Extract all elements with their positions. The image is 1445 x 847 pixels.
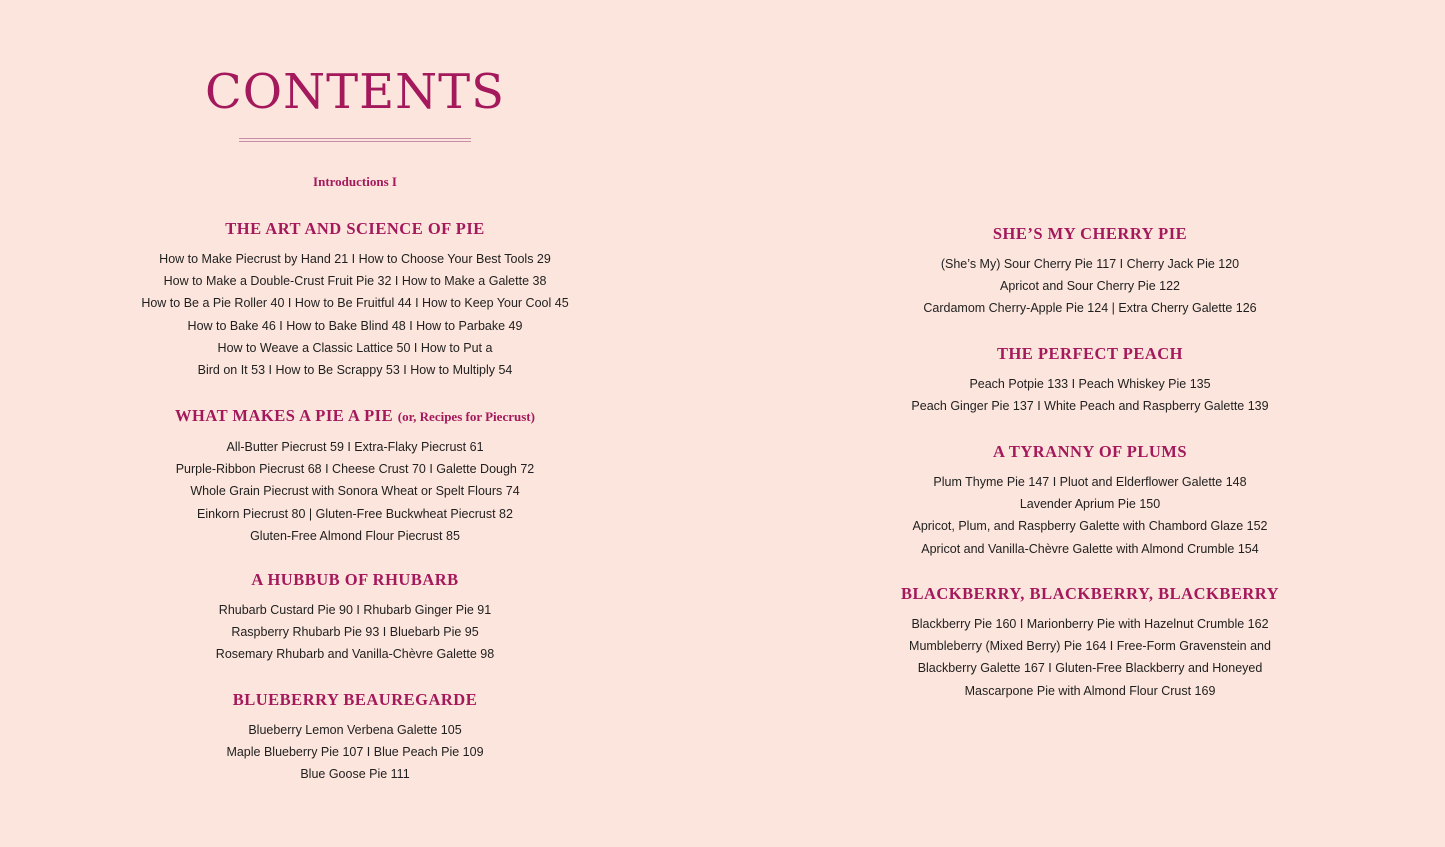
toc-entry-line: Mascarpone Pie with Almond Flour Crust 169	[964, 683, 1216, 698]
toc-entry-line: Rhubarb Custard Pie 90 I Rhubarb Ginger Pie 91	[218, 603, 492, 617]
toc-entry-line: Lavender Aprium Pie 150	[1019, 497, 1161, 512]
section-entries	[120, 599, 590, 666]
section-heading-text: BLUEBERRY BEAUREGARDE	[232, 690, 478, 709]
toc-entry-line: Whole Grain Piecrust with Sonora Wheat or Spelt Flours 74	[190, 484, 520, 499]
toc-section	[120, 689, 590, 786]
section-heading	[890, 223, 1290, 245]
toc-section	[890, 441, 1290, 560]
page-title: CONTENTS	[204, 64, 506, 120]
section-heading-text: WHAT MAKES A PIE A PIE	[175, 406, 394, 425]
section-heading	[120, 405, 590, 428]
toc-entry-line: Blackberry Galette 167 I Gluten-Free Blackberry and Honeyed	[917, 661, 1263, 676]
toc-entry-line: How to Make Piecrust by Hand 21 I How to Choose Your Best Tools 29	[159, 252, 551, 266]
toc-entry-line: Rosemary Rhubarb and Vanilla-Chèvre Galette 98	[215, 647, 495, 662]
toc-entry-line: Maple Blueberry Pie 107 I Blue Peach Pie 109	[226, 745, 484, 760]
toc-entry-line: (She’s My) Sour Cherry Pie 117 I Cherry Jack Pie 120	[940, 257, 1240, 271]
section-entries	[890, 613, 1290, 702]
toc-entry-line: How to Weave a Classic Lattice 50 I How to Put a	[217, 340, 493, 355]
introduction-entry: Introductions I	[313, 174, 397, 189]
section-heading-text: THE ART AND SCIENCE OF PIE	[225, 219, 485, 238]
section-heading-text: A TYRANNY OF PLUMS	[992, 442, 1188, 461]
toc-entry-line: Purple-Ribbon Piecrust 68 I Cheese Crust 70 I Galette Dough 72	[175, 462, 535, 477]
toc-entry-line: Gluten-Free Almond Flour Piecrust 85	[250, 528, 460, 543]
toc-entry-line: Blueberry Lemon Verbena Galette 105	[248, 723, 462, 737]
toc-entry-line: Plum Thyme Pie 147 I Pluot and Elderflower Galette 148	[933, 475, 1247, 489]
toc-entry-line: How to Bake 46 I How to Bake Blind 48 I How to Parbake 49	[187, 318, 523, 333]
section-entries	[120, 248, 590, 381]
section-entries	[890, 373, 1290, 417]
section-heading-text: THE PERFECT PEACH	[996, 344, 1184, 363]
toc-entry-line: Apricot and Sour Cherry Pie 122	[1000, 279, 1180, 294]
section-entries	[890, 253, 1290, 320]
section-heading-text: SHE’S MY CHERRY PIE	[992, 224, 1188, 243]
section-heading	[890, 343, 1290, 365]
title-divider	[239, 138, 471, 144]
section-heading	[120, 218, 590, 240]
section-heading	[120, 689, 590, 711]
toc-entry-line: Einkorn Piecrust 80 | Gluten-Free Buckwheat Piecrust 82	[197, 506, 513, 521]
toc-entry-line: Peach Potpie 133 I Peach Whiskey Pie 135	[969, 377, 1211, 391]
toc-entry-line: Raspberry Rhubarb Pie 93 I Bluebarb Pie 95	[231, 625, 479, 640]
section-subheading: (or, Recipes for Piecrust)	[397, 409, 535, 424]
section-heading-text: BLACKBERRY, BLACKBERRY, BLACKBERRY	[900, 584, 1280, 603]
section-entries	[120, 436, 590, 547]
toc-entry-line: Blackberry Pie 160 I Marionberry Pie with Hazelnut Crumble 162	[911, 617, 1269, 631]
toc-entry-line: How to Be a Pie Roller 40 I How to Be Fruitful 44 I How to Keep Your Cool 45	[141, 296, 569, 311]
toc-entry-line: Blue Goose Pie 111	[300, 767, 410, 782]
toc-entry-line: Peach Ginger Pie 137 I White Peach and Raspberry Galette 139	[911, 399, 1269, 414]
section-entries	[890, 471, 1290, 560]
toc-entry-line: How to Make a Double-Crust Fruit Pie 32 I How to Make a Galette 38	[163, 274, 547, 289]
section-heading	[890, 441, 1290, 463]
toc-section	[120, 405, 590, 547]
toc-section	[120, 569, 590, 666]
toc-section	[890, 223, 1290, 320]
toc-entry-line: Bird on It 53 I How to Be Scrappy 53 I How to Multiply 54	[197, 363, 513, 378]
toc-entry-line: All-Butter Piecrust 59 I Extra-Flaky Piecrust 61	[226, 440, 484, 454]
section-heading	[890, 583, 1290, 605]
section-entries	[120, 719, 590, 786]
section-heading-text: A HUBBUB OF RHUBARB	[251, 570, 459, 589]
toc-entry-line: Cardamom Cherry-Apple Pie 124 | Extra Cherry Galette 126	[923, 301, 1257, 316]
toc-section	[890, 343, 1290, 417]
toc-section	[890, 583, 1290, 702]
toc-entry-line: Apricot and Vanilla-Chèvre Galette with Almond Crumble 154	[921, 541, 1259, 556]
toc-entry-line: Mumbleberry (Mixed Berry) Pie 164 I Free-Form Gravenstein and	[909, 639, 1271, 654]
toc-section	[120, 218, 590, 381]
section-heading	[120, 569, 590, 591]
toc-entry-line: Apricot, Plum, and Raspberry Galette with Chambord Glaze 152	[912, 519, 1268, 534]
